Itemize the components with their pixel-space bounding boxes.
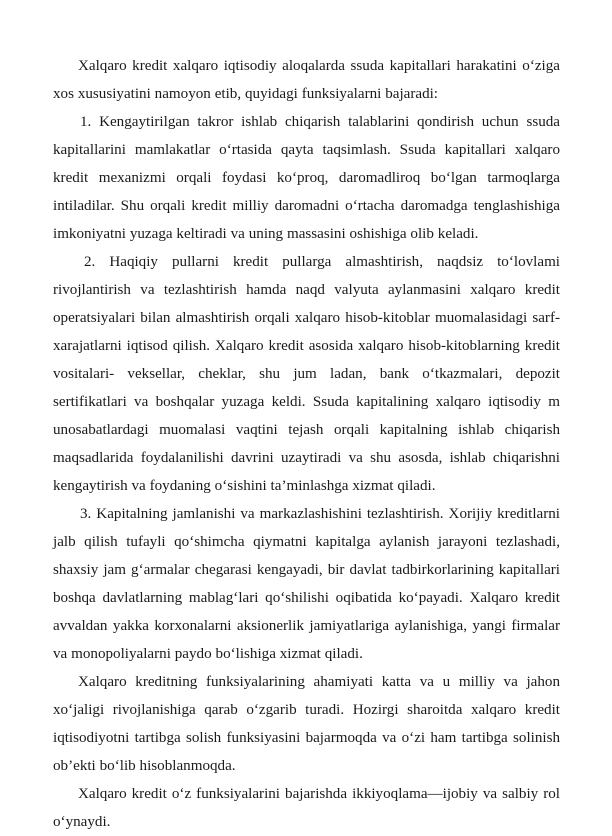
document-text-column bbox=[53, 52, 560, 836]
paragraph-function-2: 2. Haqiqiy pullarni kredit pullarga almashtirish, naqdsiz toʻlovlami rivojlantirish va tezlashtirish hamda naqd valyuta aylanmasini xalqaro kredit operatsiyalari bilan almashtirish orqali xalqaro hisob-kitoblar muomalasidagi sarf-xarajatlarni iqtisod qilish. Xalqaro kredit asosida xalqaro hisob-kitoblarning kredit vositalari- veksellar, cheklar, shu jum ladan, bank oʻtkazmalari, depozit sertifikatlari va boshqalar yuzaga keldi. Ssuda kapitalining xalqaro iqtisodiy m unosabatlardagi muomalasi vaqtini tejash orqali kapitalning ishlab chiqarish maqsadlarida foydalanilishi davrini uzaytiradi va shu asosda, ishlab chiqarishni kengaytirish va foydaning oʻsishini ta’minlashga xizmat qiladi. bbox=[53, 254, 560, 494]
paragraph-intro: Xalqaro kredit xalqaro iqtisodiy aloqalarda ssuda kapitallari harakatini oʻziga xos xususiyatini namoyon etib, quyidagi funksiyalarni bajaradi: bbox=[53, 58, 560, 102]
paragraph-conclusion: Xalqaro kredit oʻz funksiyalarini bajarishda ikkiyoqlama—ijobiy va salbiy rol oʻynaydi. bbox=[53, 786, 560, 830]
paragraph-significance: Xalqaro kreditning funksiyalarining ahamiyati katta va u milliy va jahon xoʻjaligi rivojlanishiga qarab oʻzgarib turadi. Hozirgi sharoitda xalqaro kredit iqtisodiyotni tartibga solish funksiyasini bajarmoqda va oʻzi ham tartibga solinish ob’ekti boʻlib hisoblanmoqda. bbox=[53, 674, 560, 774]
paragraph-function-1: 1. Kengaytirilgan takror ishlab chiqarish talablarini qondirish uchun ssuda kapitallarini mamlakatlar oʻrtasida qayta taqsimlash. Ssuda kapitallari xalqaro kredit mexanizmi orqali foydasi koʻproq, daromadliroq boʻlgan tarmoqlarga intiladilar. Shu orqali kredit milliy daromadni oʻrtacha daromadga tenglashishiga imkoniyatni yuzaga keltiradi va uning massasini oshishiga olib keladi. bbox=[53, 114, 560, 242]
paragraph-function-3: 3. Kapitalning jamlanishi va markazlashishini tezlashtirish. Xorijiy kreditlarni jalb qilish tufayli qoʻshimcha qiymatni kapitalga aylanish jarayoni tezlashadi, shaxsiy jam gʻarmalar chegarasi kengayadi, bir davlat tadbirkorlarining kapitallari boshqa davlatlarning mablagʻlari qoʻshilishi oqibatida koʻpayadi. Xalqaro kredit avvaldan yakka korxonalarni aksionerlik jamiyatlariga aylanishiga, yangi firmalar va monopoliyalarni paydo boʻlishiga xizmat qiladi. bbox=[53, 506, 560, 662]
